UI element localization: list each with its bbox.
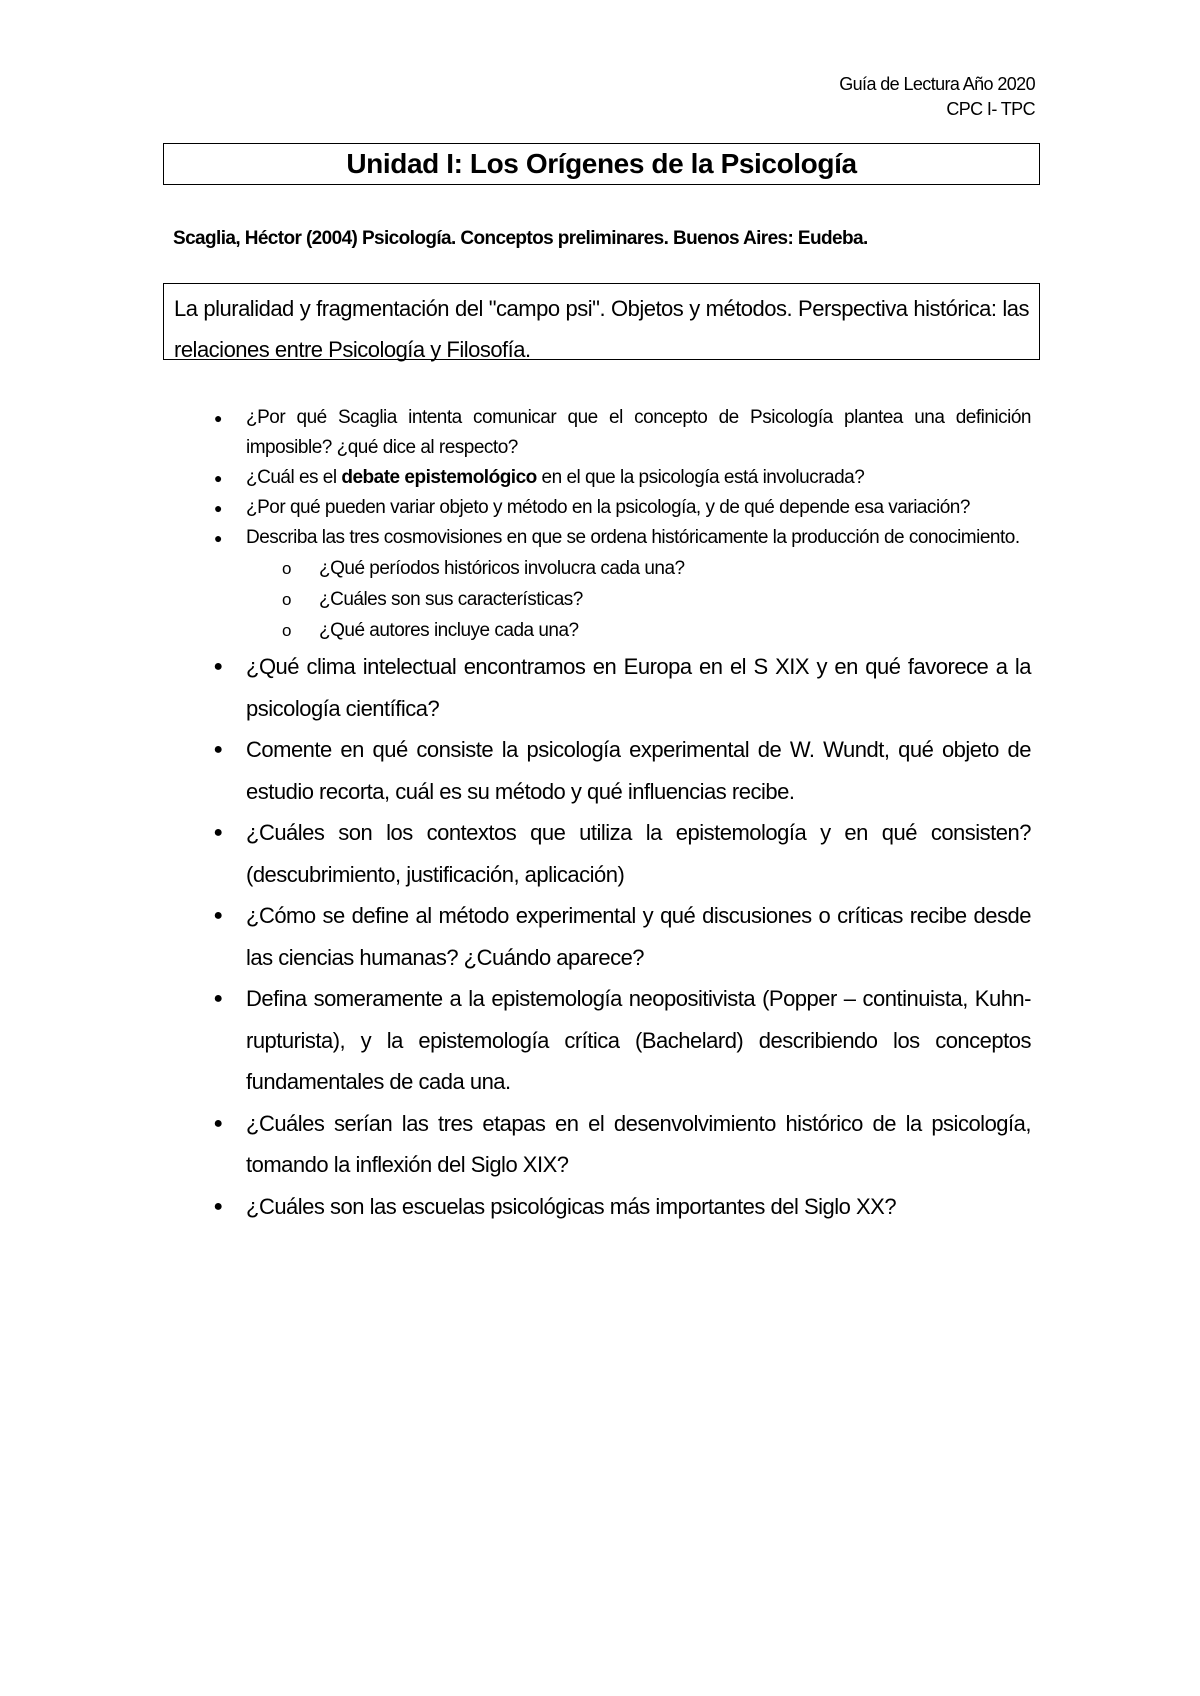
- question-item: [213, 646, 1031, 729]
- bullet-icon: ●: [213, 1114, 223, 1132]
- bullet-icon: ●: [213, 907, 223, 924]
- question-text-part: ¿Cuál es el: [246, 467, 342, 488]
- question-text-part: en el que la psicología está involucrada?: [536, 467, 865, 488]
- question-item: [213, 978, 1031, 1103]
- sub-question-text: ¿Qué períodos históricos involucra cada una?: [319, 558, 685, 579]
- question-text: Comente en qué consiste la psicología experimental de W. Wundt, qué objeto de estudio recorta, cuál es su método y qué influencias recibe.: [246, 737, 1031, 804]
- bullet-icon: ●: [214, 530, 222, 546]
- question-item: [213, 895, 1031, 978]
- sub-question-item: [282, 553, 1200, 584]
- topics-box: [163, 283, 1040, 360]
- question-item: [214, 493, 1031, 523]
- topics-text: La pluralidad y fragmentación del "campo psi". Objetos y métodos. Perspectiva histórica: las relaciones entre Psicología y Filosofía.: [174, 296, 1029, 362]
- unit-title-box: [163, 143, 1040, 185]
- bullet-icon: ●: [213, 824, 223, 841]
- sub-bullet-icon: o: [282, 559, 291, 578]
- question-text: ¿Cuáles son las escuelas psicológicas más importantes del Siglo XX?: [246, 1193, 897, 1219]
- question-item: [213, 1103, 1031, 1186]
- bibliographic-reference: Scaglia, Héctor (2004) Psicología. Conceptos preliminares. Buenos Aires: Eudeba.: [173, 228, 868, 249]
- question-text: Describa las tres cosmovisiones en que se ordena históricamente la producción de conocimiento.: [246, 527, 1020, 548]
- question-list: [0, 403, 1200, 1227]
- question-text: ¿Qué clima intelectual encontramos en Europa en el S XIX y en qué favorece a la psicología científica?: [246, 654, 1031, 721]
- question-item: [213, 812, 1031, 895]
- question-text: ¿Cómo se define al método experimental y qué discusiones o críticas recibe desde las ciencias humanas? ¿Cuándo aparece?: [246, 903, 1031, 970]
- bullet-icon: ●: [213, 990, 223, 1007]
- sub-bullet-icon: o: [282, 621, 291, 640]
- question-text: [246, 467, 864, 488]
- sub-question-text: ¿Cuáles son sus características?: [319, 589, 583, 610]
- header-line-1: Guía de Lectura Año 2020: [839, 74, 1035, 94]
- sub-question-item: [282, 615, 1200, 646]
- question-item: [214, 463, 1031, 493]
- question-text: ¿Cuáles son los contextos que utiliza la epistemología y en qué consisten? (descubrimiento, justificación, aplicación): [246, 820, 1031, 887]
- question-text: ¿Cuáles serían las tres etapas en el desenvolvimiento histórico de la psicología, tomando la inflexión del Siglo XIX?: [246, 1110, 1031, 1177]
- bullet-icon: ●: [213, 658, 223, 675]
- question-text: ¿Por qué pueden variar objeto y método en la psicología, y de qué depende esa variación?: [246, 497, 970, 518]
- question-item: [214, 403, 1031, 463]
- question-text: Defina someramente a la epistemología neopositivista (Popper – continuista, Kuhn- rupturista), y la epistemología crítica (Bachelard) describiendo los conceptos fundamentales de cada una.: [246, 986, 1031, 1094]
- question-item: [213, 729, 1031, 812]
- question-item: [213, 1186, 1031, 1228]
- bullet-icon: ●: [214, 470, 222, 486]
- sub-bullet-icon: o: [282, 590, 291, 609]
- unit-title: Unidad I: Los Orígenes de la Psicología: [346, 148, 857, 179]
- bullet-icon: ●: [214, 500, 222, 516]
- bullet-icon: ●: [214, 410, 222, 426]
- bullet-icon: ●: [213, 741, 223, 758]
- sub-question-text: ¿Qué autores incluye cada una?: [319, 620, 579, 641]
- page-header: [839, 72, 1035, 122]
- header-line-2: CPC I- TPC: [946, 99, 1035, 119]
- question-item: [214, 523, 1031, 553]
- sub-question-item: [282, 584, 1200, 615]
- question-text: ¿Por qué Scaglia intenta comunicar que el concepto de Psicología plantea una definición imposible? ¿qué dice al respecto?: [246, 407, 1031, 458]
- bullet-icon: ●: [213, 1197, 223, 1215]
- question-bold-term: debate epistemológico: [341, 467, 537, 488]
